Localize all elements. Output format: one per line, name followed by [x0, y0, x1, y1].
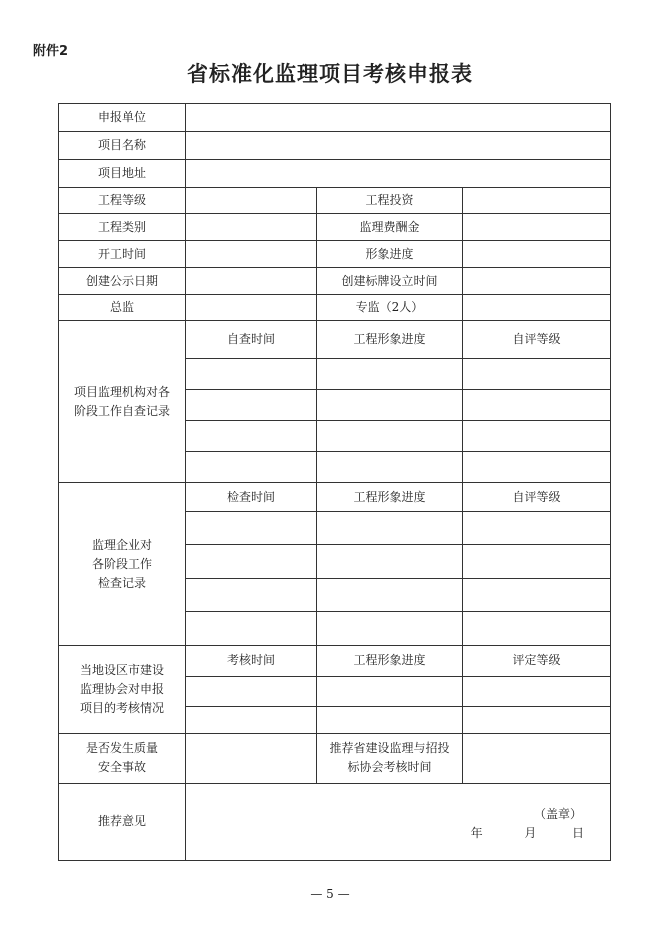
- company-check-time-cell[interactable]: [186, 611, 317, 645]
- self-check-grade-header: 自评等级: [463, 321, 611, 359]
- company-check-grade-cell[interactable]: [463, 578, 611, 611]
- self-check-grade-cell[interactable]: [463, 452, 611, 483]
- company-check-label: 监理企业对 各阶段工作 检查记录: [59, 483, 186, 645]
- project-address-field[interactable]: [186, 160, 611, 188]
- local-assessment-grade-cell[interactable]: [463, 676, 611, 706]
- self-check-time-cell[interactable]: [186, 421, 317, 452]
- local-assessment-time-cell[interactable]: [186, 706, 317, 733]
- year-label: 年: [470, 825, 483, 840]
- fee-label: 监理费酬金: [317, 214, 463, 241]
- self-check-grade-cell[interactable]: [463, 390, 611, 421]
- local-assessment-grade-header: 评定等级: [463, 645, 611, 676]
- accident-field[interactable]: [186, 733, 317, 783]
- recommendation-label: 推荐意见: [59, 783, 186, 860]
- attachment-label: 附件2: [33, 44, 69, 59]
- publicity-date-label: 创建公示日期: [59, 268, 186, 295]
- row-project-name: [59, 132, 611, 160]
- progress-label: 形象进度: [317, 241, 463, 268]
- company-check-grade-cell[interactable]: [463, 545, 611, 578]
- self-check-label: 项目监理机构对各 阶段工作自查记录: [59, 321, 186, 483]
- chief-label: 总监: [59, 295, 186, 321]
- applicant-label: 申报单位: [59, 104, 186, 132]
- row-publicity-signboard: [59, 268, 611, 295]
- self-check-progress-header: 工程形象进度: [317, 321, 463, 359]
- self-check-time-cell[interactable]: [186, 359, 317, 390]
- company-check-progress-cell[interactable]: [317, 611, 463, 645]
- month-label: 月: [524, 825, 537, 840]
- investment-field[interactable]: [463, 188, 611, 214]
- company-check-grade-cell[interactable]: [463, 611, 611, 645]
- row-project-address: [59, 160, 611, 188]
- self-check-grade-cell[interactable]: [463, 421, 611, 452]
- chief-field[interactable]: [186, 295, 317, 321]
- project-grade-field[interactable]: [186, 188, 317, 214]
- investment-label: 工程投资: [317, 188, 463, 214]
- recommendation-field[interactable]: [186, 783, 611, 860]
- specialist-field[interactable]: [463, 295, 611, 321]
- start-time-label: 开工时间: [59, 241, 186, 268]
- project-type-label: 工程类别: [59, 214, 186, 241]
- start-time-field[interactable]: [186, 241, 317, 268]
- page-title: 省标准化监理项目考核申报表: [187, 62, 473, 86]
- self-check-header-row: [59, 321, 611, 359]
- company-check-time-header: 检查时间: [186, 483, 317, 512]
- date-line: [471, 824, 584, 843]
- row-chief-specialist: [59, 295, 611, 321]
- self-check-time-header: 自查时间: [186, 321, 317, 359]
- self-check-progress-cell[interactable]: [317, 359, 463, 390]
- project-name-field[interactable]: [186, 132, 611, 160]
- self-check-grade-cell[interactable]: [463, 359, 611, 390]
- specialist-label: 专监（2人）: [317, 295, 463, 321]
- provincial-assessment-time-label: 推荐省建设监理与招投 标协会考核时间: [317, 733, 463, 783]
- company-check-progress-header: 工程形象进度: [317, 483, 463, 512]
- project-address-label: 项目地址: [59, 160, 186, 188]
- applicant-field[interactable]: [186, 104, 611, 132]
- company-check-time-cell[interactable]: [186, 545, 317, 578]
- publicity-date-field[interactable]: [186, 268, 317, 295]
- project-grade-label: 工程等级: [59, 188, 186, 214]
- local-assessment-header-row: [59, 645, 611, 676]
- local-assessment-time-cell[interactable]: [186, 676, 317, 706]
- company-check-time-cell[interactable]: [186, 578, 317, 611]
- seal-label: （盖章）: [534, 806, 583, 821]
- company-check-progress-cell[interactable]: [317, 578, 463, 611]
- progress-field[interactable]: [463, 241, 611, 268]
- company-check-grade-header: 自评等级: [463, 483, 611, 512]
- local-assessment-time-header: 考核时间: [186, 645, 317, 676]
- company-check-progress-cell[interactable]: [317, 545, 463, 578]
- accident-label: 是否发生质量 安全事故: [59, 733, 186, 783]
- application-form-table: [58, 103, 611, 861]
- company-check-progress-cell[interactable]: [317, 512, 463, 545]
- fee-field[interactable]: [463, 214, 611, 241]
- company-check-header-row: [59, 483, 611, 512]
- page-number: — 5 —: [310, 887, 350, 901]
- signboard-time-label: 创建标牌设立时间: [317, 268, 463, 295]
- row-start-progress: [59, 241, 611, 268]
- accident-row: [59, 733, 611, 783]
- signboard-time-field[interactable]: [463, 268, 611, 295]
- provincial-assessment-time-field[interactable]: [463, 733, 611, 783]
- self-check-progress-cell[interactable]: [317, 390, 463, 421]
- company-check-grade-cell[interactable]: [463, 512, 611, 545]
- local-assessment-label: 当地设区市建设 监理协会对申报 项目的考核情况: [59, 645, 186, 733]
- local-assessment-progress-header: 工程形象进度: [317, 645, 463, 676]
- row-applicant: [59, 104, 611, 132]
- project-type-field[interactable]: [186, 214, 317, 241]
- row-grade-investment: [59, 188, 611, 214]
- self-check-progress-cell[interactable]: [317, 421, 463, 452]
- day-label: 日: [572, 825, 585, 840]
- self-check-time-cell[interactable]: [186, 390, 317, 421]
- self-check-progress-cell[interactable]: [317, 452, 463, 483]
- local-assessment-progress-cell[interactable]: [317, 676, 463, 706]
- recommendation-row: [59, 783, 611, 860]
- company-check-time-cell[interactable]: [186, 512, 317, 545]
- self-check-time-cell[interactable]: [186, 452, 317, 483]
- project-name-label: 项目名称: [59, 132, 186, 160]
- local-assessment-grade-cell[interactable]: [463, 706, 611, 733]
- row-type-fee: [59, 214, 611, 241]
- local-assessment-progress-cell[interactable]: [317, 706, 463, 733]
